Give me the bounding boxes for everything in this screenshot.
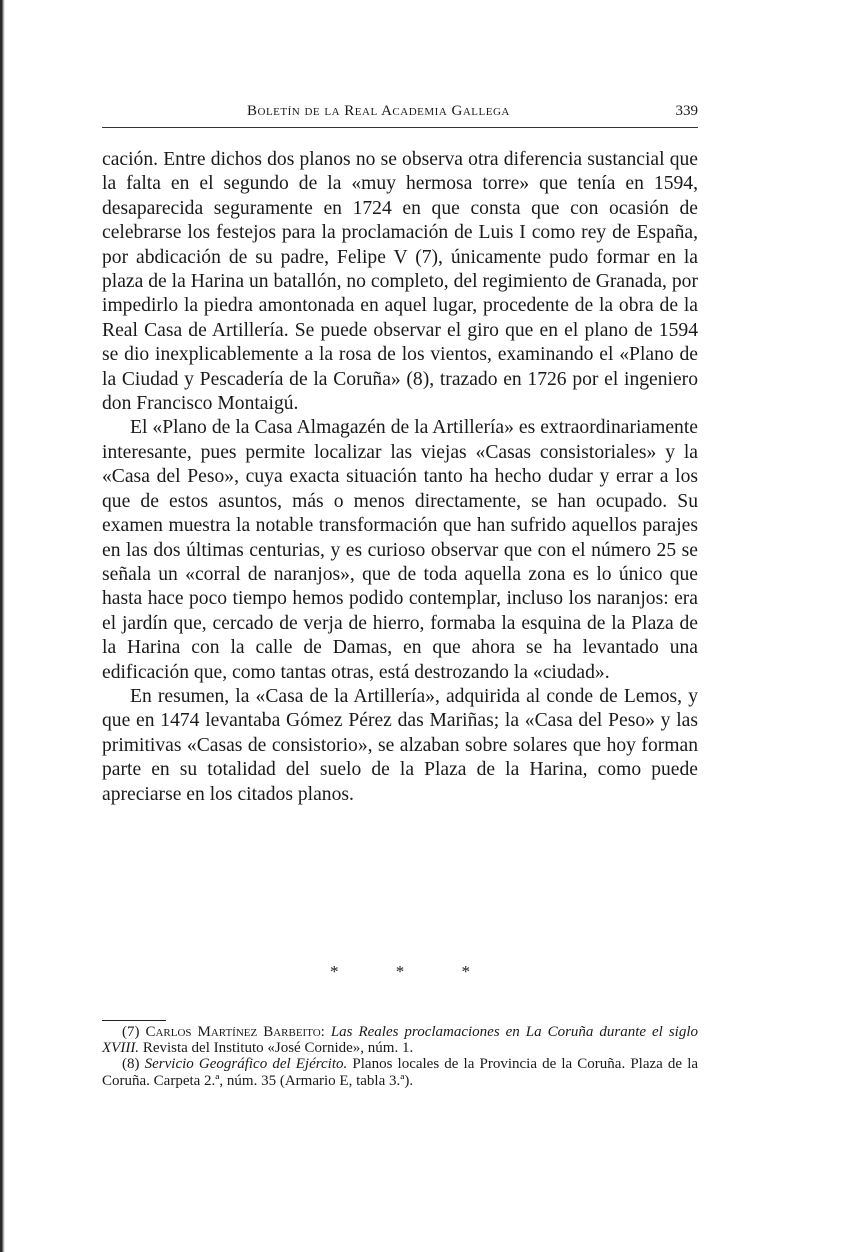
footnote-rule (102, 1020, 166, 1021)
footnote-7 (102, 1024, 698, 1056)
footnote-title: Las Reales proclamaciones en La Coruña durante el siglo XVIII. (102, 1024, 698, 1057)
paragraph-3: En resumen, la «Casa de la Artillería», adquirida al conde de Lemos, y que en 1474 levantaba Gómez Pérez das Mariñas; la «Casa del Peso» y las primitivas «Casas de consistorio», se alzaban sobre solares que hoy forman parte en su totalidad del suelo de la Plaza de la Harina, como puede apreciarse en los citados planos. (102, 685, 698, 805)
asterisk: * (330, 962, 339, 981)
paragraph-2: El «Plano de la Casa Almagazén de la Artillería» es extraordinariamente interesante, pues permite localizar las viejas «Casas consistoriales» y la «Casa del Peso», cuya exacta situación tanto ha hecho dudar y errar a los que de estos asuntos, más o menos directamente, se han ocupado. Su examen muestra la notable transformación que han sufrido aquellos parajes en las dos últimas centurias, y es curioso observar que con el número 25 se señala un «corral de naranjos», que de toda aquella zona es lo único que hasta hace poco tiempo hemos podido contemplar, incluso los naranjos: era el jardín que, cercado de verja de hierro, formaba la esquina de la Plaza de la Harina con la calle de Damas, en que ahora se ha levantado una edificación que, como tantas otras, está destrozando la «ciudad». (102, 417, 698, 683)
page-number: 339 (675, 103, 698, 119)
footnote-source: Revista del Instituto «José Cornide», núm. 1. (142, 1040, 414, 1057)
journal-title: Boletín de la Real Academia Gallega (247, 103, 510, 119)
running-header (102, 103, 698, 125)
footnote-source: Planos locales de la Provincia de la Coruña. Plaza de la Coruña. Carpeta 2.ª, núm. 35 (Armario E, tabla 3.ª). (102, 1056, 699, 1089)
header-rule (102, 127, 698, 128)
paragraph-1: cación. Entre dichos dos planos no se observa otra diferencia sustancial que la falta en el segundo de la «muy hermosa torre» que tenía en 1594, desaparecida seguramente en 1724 en que consta que con ocasión de celebrarse los festejos para la proclamación de Luis I como rey de España, por abdicación de su padre, Felipe V (7), únicamente pudo formar en la plaza de la Harina un batallón, no completo, del regimiento de Granada, por impedirlo la piedra amontonada en aquel lugar, procedente de la obra de la Real Casa de Artillería. Se puede observar el giro que en el plano de 1594 se dio inexplicablemente a la rosa de los vientos, examinando el «Plano de la Ciudad y Pescadería de la Coruña» (8), trazado en 1726 por el ingeniero don Francisco Montaigú. (102, 149, 698, 415)
footnote-8 (102, 1056, 698, 1088)
scan-left-edge (0, 0, 5, 1252)
footnote-title: Servicio Geográfico del Ejército. (144, 1056, 348, 1073)
asterisk: * (395, 962, 405, 981)
footnotes (102, 1024, 698, 1089)
footnote-mark: (8) (122, 1056, 140, 1073)
footnote-author: Carlos Martínez Barbeito: (145, 1024, 325, 1040)
section-separator (330, 962, 470, 982)
footnote-mark: (7) (122, 1024, 140, 1040)
asterisk: * (461, 962, 470, 981)
body-text (102, 148, 698, 807)
